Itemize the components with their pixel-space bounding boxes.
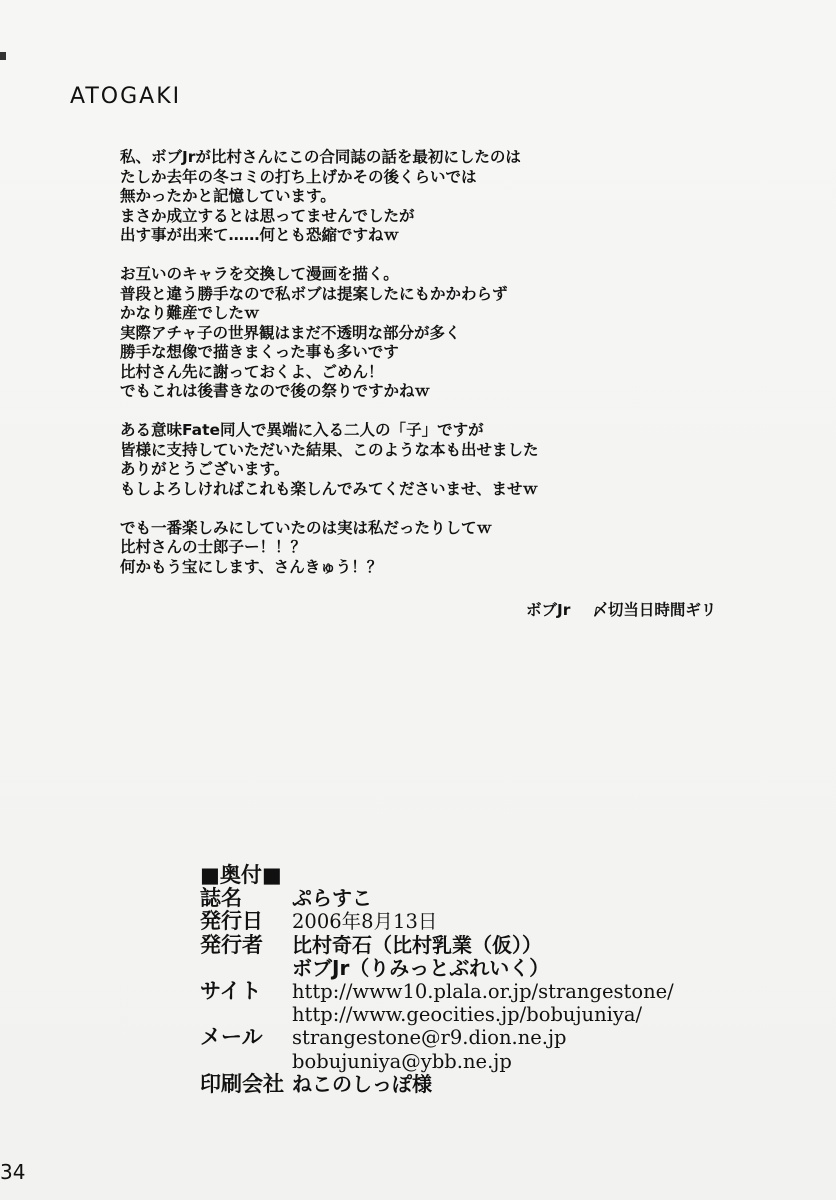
colophon-label: 発行日 [200,909,263,934]
afterword-line: 皆様に支持していただいた結果、このような本も出せました [120,440,539,459]
colophon-title: ■奥付■ [200,863,282,887]
mail-address: strangestone@r9.dion.ne.jp [292,1026,567,1050]
colophon-value [292,980,674,1026]
afterword-line: 比村さんの士郎子ー！！？ [120,538,307,556]
colophon-value-line: ボブJr（りみっとぶれいく） [292,955,550,980]
site-url-link: http://www10.plala.or.jp/strangestone/ [292,980,674,1004]
colophon-value-line: ぷらすこ [292,886,372,911]
afterword-line: 私、ボブJrが比村さんにこの合同誌の話を最初にしたのは [120,148,521,166]
afterword-line: でも一番楽しみにしていたのは実は私だったりしてｗ [120,518,493,537]
afterword-line: 比村さん先に謝っておくよ、ごめん！ [120,362,384,381]
afterword-line: もしよろしければこれも楽しんでみてくださいませ、ませｗ [120,479,539,498]
afterword-line: 何かもう宝にします、さんきゅう！？ [120,557,383,576]
page-heading: ATOGAKI [70,84,182,109]
colophon-value-line: 2006年8月13日 [292,910,438,934]
colophon-value [292,910,437,933]
afterword-paragraph [120,148,720,246]
afterword-line: かなり難産でしたｗ [120,304,260,322]
mail-address: bobujuniya@ybb.ne.jp [292,1049,512,1073]
afterword-line: お互いのキャラを交換して漫画を描く。 [120,265,399,283]
colophon-row-date [200,910,674,933]
afterword-line: まさか成立するとは思ってませんでしたが [120,206,415,225]
signature [526,598,716,620]
site-url-link: http://www.geocities.jp/bobujuniya/ [292,1003,643,1027]
colophon-label: サイト [200,979,262,1004]
colophon-label: 印刷会社 [200,1071,284,1096]
colophon-value [292,934,549,980]
colophon [200,864,674,1096]
colophon-row-site [200,980,674,1026]
colophon-label: 誌名 [200,886,242,911]
afterword-line: たしか去年の冬コミの打ち上げかその後くらいでは [120,167,477,186]
colophon-row-printer [200,1073,674,1096]
colophon-row-title [200,887,674,910]
edge-mark [0,52,6,60]
afterword-line: 無かったかと記憶しています。 [120,187,336,205]
afterword-line: 出す事が出来て……何とも恐縮ですねｗ [120,226,400,244]
afterword-paragraph [120,519,720,578]
afterword-line: 実際アチャ子の世界観はまだ不透明な部分が多く [120,323,461,342]
colophon-value [292,887,372,910]
afterword-paragraph [120,421,720,499]
colophon-row-publisher [200,934,674,980]
afterword-line: 普段と違う勝手なので私ボブは提案したにもかかわらず [120,284,508,303]
afterword-line: ありがとうございます。 [120,460,290,478]
colophon-value-line: 比村奇石（比村乳業（仮）） [292,932,542,957]
colophon-value [292,1026,567,1072]
colophon-label: 発行者 [200,932,263,957]
colophon-value-line: ねこのしっぽ様 [292,1071,432,1096]
colophon-value [292,1073,432,1096]
afterword-line: 勝手な想像で描きまくった事も多いです [120,343,399,361]
colophon-row-mail [200,1026,674,1072]
afterword-paragraph [120,265,720,402]
colophon-label: メール [200,1025,263,1050]
afterword-line: ある意味Fate同人で異端に入る二人の「子」ですが [120,421,484,439]
afterword-line: でもこれは後書きなので後の祭りですかねｗ [120,382,431,400]
afterword-text [120,148,720,597]
signature-note: 〆切当日時間ギリ [592,601,717,619]
page-number: 34 [0,1160,26,1184]
signature-author: ボブJr [526,601,571,619]
